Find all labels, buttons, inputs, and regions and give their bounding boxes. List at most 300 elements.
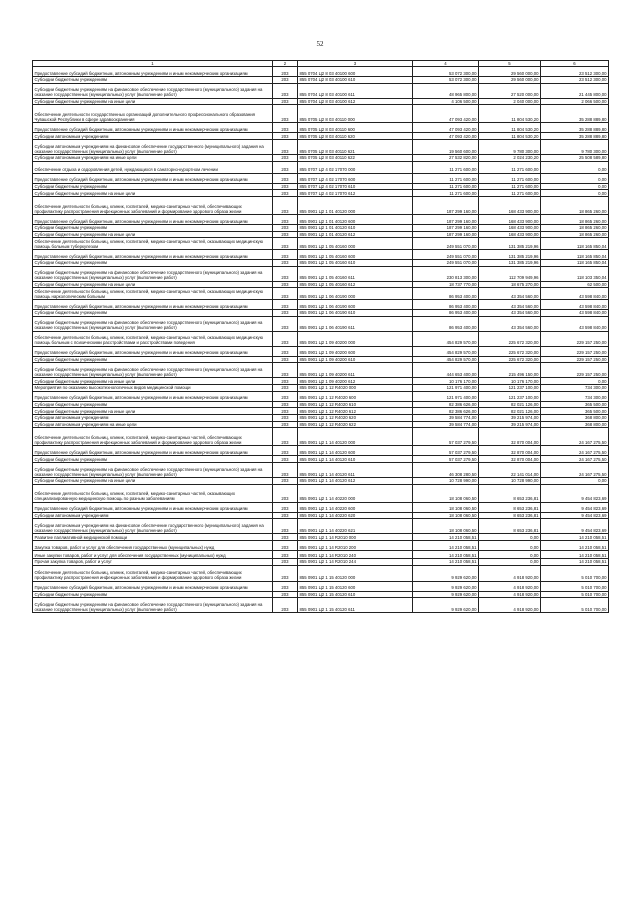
row-classification-code-cell: 855 0901 Ц2 1 06 40190 600 (298, 300, 413, 310)
row-code2-cell: 203 (273, 519, 298, 534)
table-row (33, 67, 609, 77)
table-row (33, 161, 609, 173)
row-value-col4-cell: 11 271 600,00 (413, 161, 479, 173)
row-name-cell: Предоставление субсидий бюджетным, автономным учреждениям и иным некоммерческим организациям (33, 67, 273, 77)
table-row (33, 140, 609, 155)
row-value-col5-cell: 32 870 004,00 (479, 456, 541, 463)
row-value-col4-cell: 18 108 060,50 (413, 512, 479, 519)
column-header: 1 (33, 61, 273, 67)
row-value-col6-cell: 24 167 275,50 (541, 456, 609, 463)
row-name-cell: Предоставление субсидий бюджетным, автономным учреждениям и иным некоммерческим организациям (33, 391, 273, 401)
row-code2-cell: 203 (273, 477, 298, 484)
row-value-col5-cell: 225 672 320,00 (479, 331, 541, 346)
table-row (33, 288, 609, 300)
row-value-col6-cell: 9 454 823,69 (541, 512, 609, 519)
row-code2-cell: 203 (273, 231, 298, 238)
row-value-col5-cell: 225 672 320,00 (479, 356, 541, 363)
row-name-cell: Субсидии автономным учреждениям (33, 415, 273, 422)
row-value-col5-cell: 131 385 219,96 (479, 238, 541, 250)
table-row (33, 456, 609, 463)
row-classification-code-cell: 855 0901 Ц2 1 05 40160 611 (298, 266, 413, 281)
row-value-col6-cell: 5 010 700,00 (541, 565, 609, 581)
row-code2-cell: 203 (273, 534, 298, 541)
row-classification-code-cell: 855 0901 Ц2 1 15 40120 600 (298, 581, 413, 591)
row-value-col6-cell: 43 598 840,00 (541, 310, 609, 317)
row-name-cell: Предоставление субсидий бюджетным, автономным учреждениям и иным некоммерческим организациям (33, 446, 273, 456)
row-classification-code-cell: 855 0901 Ц2 1 09 40200 612 (298, 378, 413, 385)
row-classification-code-cell: 855 0901 Ц2 1 14 40220 621 (298, 519, 413, 534)
row-classification-code-cell: 855 0901 Ц2 1 06 40190 611 (298, 316, 413, 331)
row-name-cell: Обеспечение деятельности больниц, клиник, госпиталей, медико-санитарных частей, оказывающих медицинскую помощь больным с психическими расстройствами и расстройствами поведения (33, 331, 273, 346)
row-value-col4-cell: 53 072 300,00 (413, 67, 479, 77)
row-code2-cell: 203 (273, 408, 298, 415)
row-classification-code-cell: 855 0901 Ц2 1 14 40120 600 (298, 446, 413, 456)
row-value-col4-cell: 11 271 600,00 (413, 183, 479, 190)
table-body (33, 67, 609, 613)
row-value-col6-cell: 229 157 250,00 (541, 331, 609, 346)
row-classification-code-cell: 855 0901 Ц2 1 14 40120 612 (298, 477, 413, 484)
row-name-cell: Обеспечение отдыха и оздоровления детей, нуждающихся в санаторно-курортном лечении (33, 161, 273, 173)
row-classification-code-cell: 855 0901 Ц2 1 12 R4020 000 (298, 385, 413, 392)
row-name-cell: Субсидии бюджетным учреждениям (33, 456, 273, 463)
row-value-col6-cell: 35 288 889,80 (541, 123, 609, 133)
table-row (33, 378, 609, 385)
row-value-col6-cell: 365 500,00 (541, 401, 609, 408)
row-value-col4-cell: 46 308 280,50 (413, 462, 479, 477)
row-name-cell: Субсидии бюджетным учреждениям (33, 356, 273, 363)
row-value-col6-cell: 62 500,00 (541, 281, 609, 288)
row-name-cell: Субсидии автономным учреждениям на иные цели (33, 421, 273, 428)
row-code2-cell: 203 (273, 598, 298, 613)
row-value-col6-cell: 2 066 500,00 (541, 98, 609, 105)
row-value-col4-cell: 18 108 060,50 (413, 484, 479, 502)
row-code2-cell: 203 (273, 401, 298, 408)
row-classification-code-cell: 855 0901 Ц2 1 15 40120 000 (298, 565, 413, 581)
table-row (33, 260, 609, 267)
row-code2-cell: 203 (273, 260, 298, 267)
row-value-col4-cell: 230 813 300,00 (413, 266, 479, 281)
row-value-col5-cell: 11 271 600,00 (479, 190, 541, 197)
row-value-col4-cell: 249 551 070,00 (413, 260, 479, 267)
row-classification-code-cell: 855 0901 Ц2 1 14 R2010 244 (298, 558, 413, 565)
row-value-col4-cell: 18 737 770,00 (413, 281, 479, 288)
row-value-col4-cell: 121 971 400,00 (413, 385, 479, 392)
row-value-col5-cell: 8 653 236,81 (479, 484, 541, 502)
table-row (33, 462, 609, 477)
row-name-cell: Предоставление субсидий бюджетным, автономным учреждениям и иным некоммерческим организациям (33, 300, 273, 310)
row-classification-code-cell: 855 0901 Ц2 1 14 40120 611 (298, 462, 413, 477)
row-value-col4-cell: 14 210 058,51 (413, 534, 479, 541)
row-name-cell: Субсидии бюджетным учреждениям на финансовое обеспечение государственного (муниципального) задания на оказание государственных (муниципальных) услуг (выполнение работ) (33, 83, 273, 98)
row-name-cell: Мероприятия по оказанию высокотехнологичных видов медицинской помощи (33, 385, 273, 392)
row-value-col5-cell: 82 021 126,00 (479, 401, 541, 408)
table-row (33, 385, 609, 392)
row-value-col5-cell: 10 176 170,00 (479, 378, 541, 385)
row-value-col6-cell: 0,00 (541, 477, 609, 484)
row-code2-cell: 203 (273, 415, 298, 422)
row-value-col6-cell: 18 865 260,00 (541, 215, 609, 225)
table-row (33, 300, 609, 310)
row-classification-code-cell: 855 0704 Ц2 8 03 40100 600 (298, 67, 413, 77)
row-value-col5-cell: 4 918 920,00 (479, 565, 541, 581)
row-classification-code-cell: 855 0707 Ц2 4 02 17070 000 (298, 161, 413, 173)
row-classification-code-cell: 855 0901 Ц2 1 12 R4020 622 (298, 421, 413, 428)
row-value-col6-cell: 18 865 260,00 (541, 231, 609, 238)
row-value-col4-cell: 47 093 420,00 (413, 133, 479, 140)
row-code2-cell: 203 (273, 215, 298, 225)
row-code2-cell: 203 (273, 484, 298, 502)
row-value-col6-cell: 734 300,00 (541, 385, 609, 392)
row-name-cell: Субсидии бюджетным учреждениям (33, 310, 273, 317)
row-value-col5-cell: 121 237 100,00 (479, 391, 541, 401)
row-name-cell: Субсидии бюджетным учреждениям (33, 401, 273, 408)
row-value-col4-cell: 9 929 620,00 (413, 598, 479, 613)
row-classification-code-cell: 855 0901 Ц2 1 01 40120 610 (298, 225, 413, 232)
row-code2-cell: 203 (273, 225, 298, 232)
row-classification-code-cell: 855 0901 Ц2 1 15 40120 611 (298, 598, 413, 613)
row-value-col5-cell: 4 918 920,00 (479, 598, 541, 613)
row-value-col6-cell: 14 210 058,51 (541, 534, 609, 541)
row-value-col5-cell: 82 021 126,00 (479, 408, 541, 415)
row-classification-code-cell: 855 0707 Ц2 4 02 17070 612 (298, 190, 413, 197)
table-row (33, 238, 609, 250)
row-value-col6-cell: 118 165 850,04 (541, 260, 609, 267)
table-row (33, 598, 609, 613)
row-name-cell: Субсидии бюджетным учреждениям на иные цели (33, 378, 273, 385)
table-row (33, 83, 609, 98)
row-value-col5-cell: 11 271 600,00 (479, 183, 541, 190)
table-row (33, 428, 609, 446)
row-value-col5-cell: 29 560 000,00 (479, 67, 541, 77)
row-code2-cell: 203 (273, 140, 298, 155)
column-header: 2 (273, 61, 298, 67)
row-code2-cell: 203 (273, 105, 298, 123)
row-name-cell: Предоставление субсидий бюджетным, автономным учреждениям и иным некоммерческим организациям (33, 215, 273, 225)
table-row (33, 401, 609, 408)
column-header: 4 (413, 61, 479, 67)
row-classification-code-cell: 855 0901 Ц2 1 09 40200 611 (298, 363, 413, 378)
row-value-col6-cell: 14 210 058,51 (541, 550, 609, 558)
row-code2-cell: 203 (273, 197, 298, 215)
column-header: 3 (298, 61, 413, 67)
row-classification-code-cell: 855 0901 Ц2 1 09 40200 600 (298, 346, 413, 356)
row-value-col4-cell: 14 210 058,51 (413, 550, 479, 558)
table-row (33, 519, 609, 534)
row-code2-cell: 203 (273, 310, 298, 317)
row-value-col4-cell: 444 653 400,00 (413, 363, 479, 378)
row-code2-cell: 203 (273, 428, 298, 446)
row-name-cell: Субсидии бюджетным учреждениям (33, 77, 273, 84)
row-code2-cell: 203 (273, 190, 298, 197)
row-name-cell: Развитие паллиативной медицинской помощи (33, 534, 273, 541)
row-value-col5-cell: 29 560 000,00 (479, 77, 541, 84)
row-value-col6-cell: 9 454 823,69 (541, 519, 609, 534)
row-code2-cell: 203 (273, 591, 298, 598)
row-value-col4-cell: 10 176 170,00 (413, 378, 479, 385)
table-row (33, 363, 609, 378)
row-value-col6-cell: 24 167 275,50 (541, 428, 609, 446)
row-value-col6-cell: 43 598 840,00 (541, 288, 609, 300)
row-value-col4-cell: 19 560 600,00 (413, 140, 479, 155)
row-value-col6-cell: 368 800,00 (541, 415, 609, 422)
row-classification-code-cell: 855 0901 Ц2 1 01 40120 612 (298, 231, 413, 238)
row-code2-cell: 203 (273, 456, 298, 463)
table-row (33, 173, 609, 183)
row-value-col5-cell: 131 385 219,96 (479, 260, 541, 267)
row-code2-cell: 203 (273, 512, 298, 519)
row-classification-code-cell: 855 0901 Ц2 1 14 40220 000 (298, 484, 413, 502)
row-value-col6-cell: 25 508 589,80 (541, 155, 609, 162)
row-name-cell: Субсидии бюджетным учреждениям на финансовое обеспечение государственного (муниципального) задания на оказание государственных (муниципальных) услуг (выполнение работ) (33, 266, 273, 281)
row-name-cell: Субсидии бюджетным учреждениям (33, 591, 273, 598)
row-value-col6-cell: 229 157 250,00 (541, 346, 609, 356)
row-value-col6-cell: 0,00 (541, 183, 609, 190)
row-name-cell: Предоставление субсидий бюджетным, автономным учреждениям и иным некоммерческим организациям (33, 581, 273, 591)
row-value-col4-cell: 11 271 600,00 (413, 190, 479, 197)
row-code2-cell: 203 (273, 133, 298, 140)
row-name-cell: Субсидии бюджетным учреждениям на иные цели (33, 98, 273, 105)
row-value-col4-cell: 57 037 279,50 (413, 446, 479, 456)
row-value-col4-cell: 9 929 620,00 (413, 565, 479, 581)
row-classification-code-cell: 855 0901 Ц2 1 14 R2010 200 (298, 540, 413, 550)
row-code2-cell: 203 (273, 238, 298, 250)
row-value-col4-cell: 187 299 160,00 (413, 215, 479, 225)
row-code2-cell: 203 (273, 385, 298, 392)
row-value-col4-cell: 18 108 060,50 (413, 519, 479, 534)
row-name-cell: Субсидии бюджетным учреждениям на иные цели (33, 231, 273, 238)
row-name-cell: Субсидии автономным учреждениям на иные цели (33, 155, 273, 162)
row-value-col4-cell: 82 386 626,00 (413, 401, 479, 408)
row-value-col5-cell: 9 780 300,00 (479, 140, 541, 155)
page-number: 52 (316, 40, 324, 48)
row-classification-code-cell: 855 0901 Ц2 1 09 40200 000 (298, 331, 413, 346)
table-row (33, 123, 609, 133)
row-code2-cell: 203 (273, 550, 298, 558)
row-classification-code-cell: 855 0901 Ц2 1 14 40120 000 (298, 428, 413, 446)
column-header: 6 (541, 61, 609, 67)
row-name-cell: Субсидии бюджетным учреждениям (33, 183, 273, 190)
row-classification-code-cell: 855 0901 Ц2 1 12 R4020 610 (298, 401, 413, 408)
row-classification-code-cell: 855 0704 Ц2 8 03 40100 611 (298, 83, 413, 98)
row-value-col6-cell: 35 288 889,80 (541, 133, 609, 140)
row-value-col4-cell: 454 829 570,00 (413, 331, 479, 346)
row-value-col4-cell: 86 953 400,00 (413, 288, 479, 300)
row-value-col5-cell: 4 918 920,00 (479, 591, 541, 598)
row-classification-code-cell: 855 0705 Ц2 8 03 40110 622 (298, 155, 413, 162)
row-value-col5-cell: 43 354 560,00 (479, 310, 541, 317)
row-value-col5-cell: 215 496 150,00 (479, 363, 541, 378)
table-row (33, 215, 609, 225)
row-name-cell: Закупка товаров, работ и услуг для обеспечения государственных (муниципальных) нужд (33, 540, 273, 550)
row-code2-cell: 203 (273, 316, 298, 331)
row-value-col6-cell: 5 010 700,00 (541, 581, 609, 591)
row-value-col6-cell: 5 010 700,00 (541, 598, 609, 613)
row-classification-code-cell: 855 0901 Ц2 1 05 40160 000 (298, 238, 413, 250)
table-row (33, 550, 609, 558)
row-value-col6-cell: 9 454 823,69 (541, 502, 609, 512)
row-value-col5-cell: 225 672 320,00 (479, 346, 541, 356)
row-value-col5-cell: 8 653 236,81 (479, 502, 541, 512)
row-value-col4-cell: 454 829 570,00 (413, 356, 479, 363)
row-value-col6-cell: 0,00 (541, 161, 609, 173)
row-name-cell: Прочая закупка товаров, работ и услуг (33, 558, 273, 565)
budget-table (32, 60, 609, 613)
row-name-cell: Обеспечение деятельности государственных организаций дополнительного профессионального образования Чувашской Республики в сфере здравоохранения (33, 105, 273, 123)
table-row (33, 183, 609, 190)
table-row (33, 446, 609, 456)
row-value-col5-cell: 11 271 600,00 (479, 173, 541, 183)
row-name-cell: Субсидии бюджетным учреждениям на иные цели (33, 281, 273, 288)
row-value-col6-cell: 229 157 250,00 (541, 356, 609, 363)
row-value-col5-cell: 8 653 236,81 (479, 512, 541, 519)
row-value-col5-cell: 43 354 560,00 (479, 300, 541, 310)
row-value-col6-cell: 24 167 275,50 (541, 462, 609, 477)
table-row (33, 565, 609, 581)
table-row (33, 477, 609, 484)
table-row (33, 310, 609, 317)
row-name-cell: Обеспечение деятельности больниц, клиник, госпиталей, медико-санитарных частей, оказывающих специализированную медицинскую помощь по разным заболеваниям (33, 484, 273, 502)
table-row (33, 415, 609, 422)
row-name-cell: Субсидии бюджетным учреждениям на иные цели (33, 477, 273, 484)
row-code2-cell: 203 (273, 67, 298, 77)
row-value-col6-cell: 118 165 850,04 (541, 250, 609, 260)
row-value-col4-cell: 9 929 620,00 (413, 581, 479, 591)
table-row (33, 250, 609, 260)
row-value-col4-cell: 82 386 626,00 (413, 408, 479, 415)
row-value-col6-cell: 0,00 (541, 190, 609, 197)
row-value-col5-cell: 43 354 560,00 (479, 288, 541, 300)
row-code2-cell: 203 (273, 346, 298, 356)
row-value-col5-cell: 2 024 230,20 (479, 155, 541, 162)
row-value-col5-cell: 0,00 (479, 558, 541, 565)
row-name-cell: Субсидии автономным учреждениям на финансовое обеспечение государственного (муниципального) задания на оказание государственных (муниципальных) услуг (выполнение работ) (33, 140, 273, 155)
table-row (33, 581, 609, 591)
row-classification-code-cell: 855 0901 Ц2 1 01 40120 000 (298, 197, 413, 215)
table-row (33, 190, 609, 197)
table-row (33, 98, 609, 105)
row-value-col6-cell: 18 865 260,00 (541, 225, 609, 232)
row-name-cell: Субсидии бюджетным учреждениям на иные цели (33, 408, 273, 415)
row-value-col6-cell: 23 512 300,00 (541, 77, 609, 84)
table-row (33, 540, 609, 550)
table-row (33, 484, 609, 502)
row-code2-cell: 203 (273, 540, 298, 550)
row-value-col5-cell: 112 709 949,96 (479, 266, 541, 281)
row-name-cell: Субсидии бюджетным учреждениям на иные цели (33, 190, 273, 197)
row-value-col4-cell: 249 551 070,00 (413, 238, 479, 250)
table-row (33, 512, 609, 519)
row-value-col6-cell: 118 165 850,04 (541, 238, 609, 250)
row-name-cell: Предоставление субсидий бюджетным, автономным учреждениям и иным некоммерческим организациям (33, 123, 273, 133)
table-row (33, 534, 609, 541)
row-classification-code-cell: 855 0901 Ц2 1 06 40190 000 (298, 288, 413, 300)
row-value-col4-cell: 121 971 400,00 (413, 391, 479, 401)
row-name-cell: Иные закупки товаров, работ и услуг для обеспечения государственных (муниципальных) нужд (33, 550, 273, 558)
row-value-col6-cell: 734 300,00 (541, 391, 609, 401)
row-name-cell: Субсидии автономным учреждениям на финансовое обеспечение государственного (муниципального) задания на оказание государственных (муниципальных) услуг (выполнение работ) (33, 519, 273, 534)
row-name-cell: Обеспечение деятельности больниц, клиник, госпиталей, медико-санитарных частей, оказывающих медицинскую помощь больным туберкулезом (33, 238, 273, 250)
table-row (33, 266, 609, 281)
row-value-col4-cell: 187 299 160,00 (413, 197, 479, 215)
row-value-col4-cell: 11 271 600,00 (413, 173, 479, 183)
row-value-col5-cell: 32 870 004,00 (479, 446, 541, 456)
row-value-col5-cell: 18 675 270,00 (479, 281, 541, 288)
row-value-col4-cell: 14 210 058,51 (413, 540, 479, 550)
row-code2-cell: 203 (273, 266, 298, 281)
row-code2-cell: 203 (273, 446, 298, 456)
row-value-col4-cell: 187 299 160,00 (413, 231, 479, 238)
row-value-col4-cell: 57 037 279,50 (413, 456, 479, 463)
row-name-cell: Субсидии автономным учреждениям (33, 512, 273, 519)
row-classification-code-cell: 855 0705 Ц2 8 03 40110 621 (298, 140, 413, 155)
row-code2-cell: 203 (273, 183, 298, 190)
row-value-col5-cell: 39 215 974,00 (479, 415, 541, 422)
row-code2-cell: 203 (273, 173, 298, 183)
table-row (33, 391, 609, 401)
table-row (33, 77, 609, 84)
row-value-col6-cell: 35 288 889,80 (541, 105, 609, 123)
table-row (33, 591, 609, 598)
row-value-col6-cell: 18 865 260,00 (541, 197, 609, 215)
row-value-col4-cell: 4 106 500,00 (413, 98, 479, 105)
row-value-col4-cell: 57 037 279,50 (413, 428, 479, 446)
row-classification-code-cell: 855 0901 Ц2 1 14 40120 610 (298, 456, 413, 463)
row-value-col5-cell: 11 804 530,20 (479, 105, 541, 123)
row-code2-cell: 203 (273, 288, 298, 300)
row-value-col6-cell: 0,00 (541, 173, 609, 183)
row-value-col5-cell: 0,00 (479, 550, 541, 558)
row-code2-cell: 203 (273, 155, 298, 162)
row-code2-cell: 203 (273, 502, 298, 512)
row-name-cell: Обеспечение деятельности больниц, клиник, госпиталей, медико-санитарных частей, оказывающих медицинскую помощь наркологическим больным (33, 288, 273, 300)
table-row (33, 346, 609, 356)
row-name-cell: Предоставление субсидий бюджетным, автономным учреждениям и иным некоммерческим организациям (33, 173, 273, 183)
table-row (33, 105, 609, 123)
row-value-col6-cell: 229 157 250,00 (541, 363, 609, 378)
row-value-col4-cell: 47 093 420,00 (413, 105, 479, 123)
row-value-col6-cell: 23 512 300,00 (541, 67, 609, 77)
row-classification-code-cell: 855 0705 Ц2 8 03 40110 620 (298, 133, 413, 140)
table-row (33, 331, 609, 346)
row-name-cell: Субсидии бюджетным учреждениям на финансовое обеспечение государственного (муниципального) задания на оказание государственных (муниципальных) услуг (выполнение работ) (33, 316, 273, 331)
row-classification-code-cell: 855 0901 Ц2 1 12 R4020 620 (298, 415, 413, 422)
row-value-col4-cell: 9 929 620,00 (413, 591, 479, 598)
row-code2-cell: 203 (273, 250, 298, 260)
row-classification-code-cell: 855 0901 Ц2 1 14 40220 620 (298, 512, 413, 519)
row-value-col5-cell: 168 433 900,00 (479, 231, 541, 238)
row-code2-cell: 203 (273, 462, 298, 477)
row-value-col4-cell: 454 829 570,00 (413, 346, 479, 356)
table-row (33, 281, 609, 288)
table-row (33, 197, 609, 215)
row-value-col4-cell: 48 965 800,00 (413, 83, 479, 98)
row-name-cell: Обеспечение деятельности больниц, клиник, госпиталей, медико-санитарных частей, обеспечивающих профилактику распространения инфекционных заболеваний и формирование здорового образа жизни (33, 428, 273, 446)
row-value-col5-cell: 168 433 900,00 (479, 225, 541, 232)
row-value-col6-cell: 24 167 275,50 (541, 446, 609, 456)
row-value-col5-cell: 32 870 004,00 (479, 428, 541, 446)
row-code2-cell: 203 (273, 558, 298, 565)
row-value-col5-cell: 27 520 000,00 (479, 83, 541, 98)
row-code2-cell: 203 (273, 391, 298, 401)
row-code2-cell: 203 (273, 281, 298, 288)
row-name-cell: Предоставление субсидий бюджетным, автономным учреждениям и иным некоммерческим организациям (33, 250, 273, 260)
table-row (33, 316, 609, 331)
row-value-col6-cell: 0,00 (541, 378, 609, 385)
table-row (33, 356, 609, 363)
row-value-col4-cell: 249 551 070,00 (413, 250, 479, 260)
row-code2-cell: 203 (273, 356, 298, 363)
row-name-cell: Обеспечение деятельности больниц, клиник, госпиталей, медико-санитарных частей, обеспечивающих профилактику распространения инфекционных заболеваний и формирование здорового образа жизни (33, 565, 273, 581)
